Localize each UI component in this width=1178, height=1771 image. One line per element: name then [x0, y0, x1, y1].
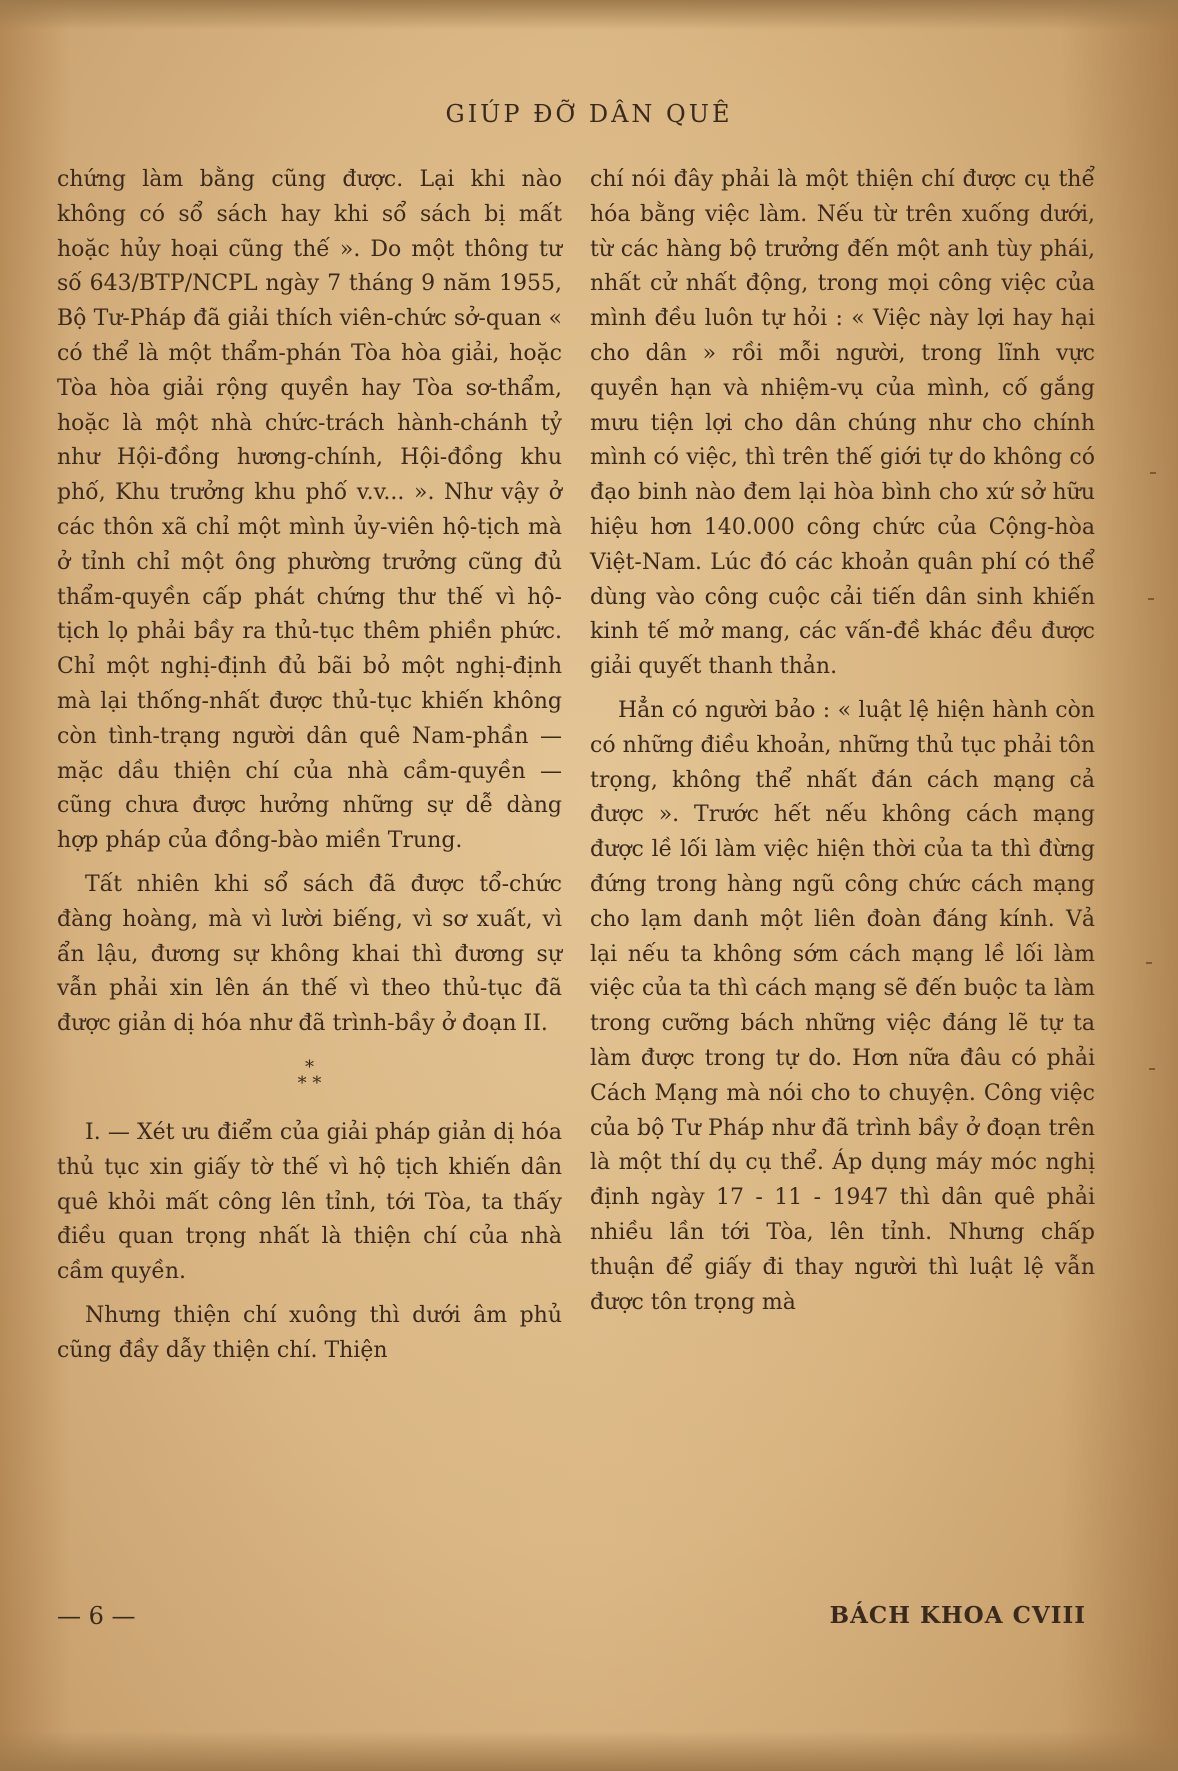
- running-header: GIÚP ĐỠ DÂN QUÊ: [445, 100, 733, 128]
- page-edge-bottom: [0, 1731, 1178, 1771]
- section-separator: [57, 1056, 562, 1094]
- left-paragraph-2: Tất nhiên khi sổ sách đã được tổ-chức đàng hoàng, mà vì lười biếng, vì sơ xuất, vì ẩn lậu, đương sự không khai thì đương sự vẫn phải xin lên án thế vì theo thủ-tục đã được giản dị hóa như đã trình-bầy ở đoạn II.: [57, 871, 562, 1037]
- page-number: — 6 —: [57, 1602, 136, 1630]
- left-paragraph-3: I. — Xét ưu điểm của giải pháp giản dị hóa thủ tục xin giấy tờ thế vì hộ tịch khiến dân quê khỏi mất công lên tỉnh, tới Tòa, ta thấy điều quan trọng nhất là thiện chí của nhà cầm quyền.: [57, 1119, 562, 1285]
- separator-star-top: *: [305, 1056, 314, 1078]
- margin-mark: [1149, 1068, 1155, 1070]
- left-paragraph-1: chứng làm bằng cũng được. Lại khi nào không có sổ sách hay khi sổ sách bị mất hoặc hủy hoại cũng thế ». Do một thông tư số 643/BTP/NCPL ngày 7 tháng 9 năm 1955, Bộ Tư-Pháp đã giải thích viên-chức sở-quan « có thể là một thẩm-phán Tòa hòa giải, hoặc Tòa hòa giải rộng quyền hay Tòa sơ-thẩm, hoặc là một nhà chức-trách hành-chánh tỷ như Hội-đồng hương-chính, Hội-đồng khu phố, Khu trưởng khu phố v.v... ». Như vậy ở các thôn xã chỉ một mình ủy-viên hộ-tịch mà ở tỉnh chỉ một ông phường trưởng cũng đủ thẩm-quyền cấp phát chứng thư thế vì hộ-tịch lọ phải bầy ra thủ-tục thêm phiền phức. Chỉ một nghị-định đủ bãi bỏ một nghị-định mà lại thống-nhất được thủ-tục khiến không còn tình-trạng người dân quê Nam-phần — mặc dầu thiện chí của nhà cầm-quyền — cũng chưa được hưởng những sự dễ dàng hợp pháp của đồng-bào miền Trung.: [57, 167, 562, 854]
- right-column: [590, 163, 1095, 1320]
- margin-mark: [1150, 472, 1156, 474]
- page-edge-top: [0, 0, 1178, 30]
- right-paragraph-1: chí nói đây phải là một thiện chí được cụ thể hóa bằng việc làm. Nếu từ trên xuống dưới, từ các hàng bộ trưởng đến một anh tùy phái, nhất cử nhất động, trong mọi công việc của mình đều luôn tự hỏi : « Việc này lợi hay hại cho dân » rồi mỗi người, trong lĩnh vực quyền hạn và nhiệm-vụ của mình, cố gắng mưu tiện lợi cho dân chúng như cho chính mình có việc, thì trên thế giới tự do không có đạo binh nào đem lại hòa bình cho xứ sở hữu hiệu hơn 140.000 công chức của Cộng-hòa Việt-Nam. Lúc đó các khoản quân phí có thể dùng vào công cuộc cải tiến dân sinh khiến kinh tế mở mang, các vấn-đề khác đều được giải quyết thanh thản.: [590, 167, 1095, 680]
- margin-mark: [1148, 598, 1154, 600]
- publication-name: BÁCH KHOA CVIII: [829, 1602, 1086, 1629]
- margin-mark: [1146, 962, 1152, 964]
- right-paragraph-2: Hẳn có người bảo : « luật lệ hiện hành còn có những điều khoản, những thủ tục phải tôn trọng, không thể nhất đán cách mạng cả được ». Trước hết nếu không cách mạng được lề lối làm việc hiện thời của ta thì đừng đứng trong hàng ngũ công chức cách mạng cho lạm danh một liên đoàn đáng kính. Vả lại nếu ta không sớm cách mạng lề lối làm việc của ta thì cách mạng sẽ đến buộc ta làm trong cưỡng bách những việc đáng lẽ tự ta làm được trong tự do. Hơn nữa đâu có phải Cách Mạng mà nói cho to chuyện. Công việc của bộ Tư Pháp như đã trình bầy ở đoạn trên là một thí dụ cụ thể. Áp dụng máy móc nghị định ngày 17 - 11 - 1947 thì dân quê phải nhiều lần tới Tòa, lên tỉnh. Nhưng chấp thuận để giấy đi thay người thì luật lệ vẫn được tôn trọng mà: [590, 697, 1095, 1315]
- separator-star-bottom: * *: [297, 1072, 322, 1094]
- left-paragraph-4: Nhưng thiện chí xuông thì dưới âm phủ cũng đầy dẫy thiện chí. Thiện: [57, 1302, 562, 1363]
- left-column: [57, 163, 562, 1369]
